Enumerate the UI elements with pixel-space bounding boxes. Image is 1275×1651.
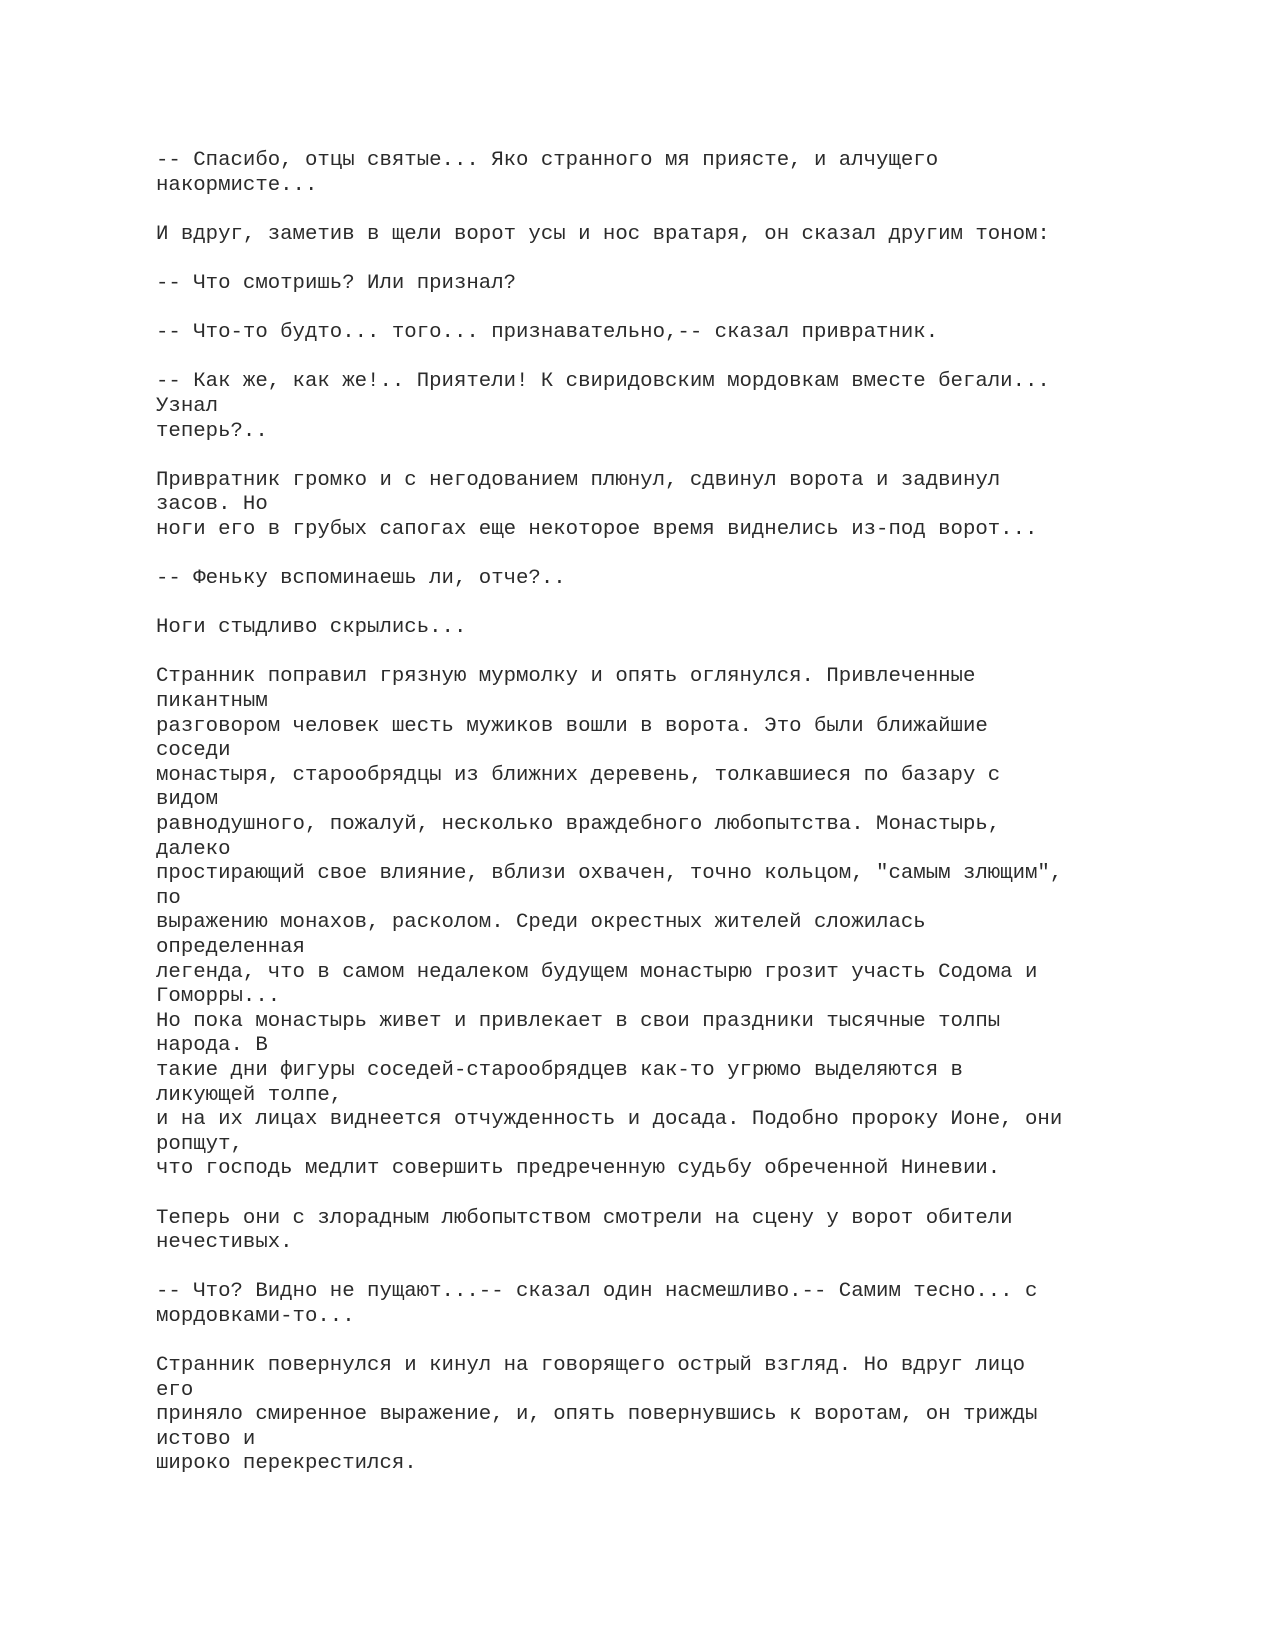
text-line: ноги его в грубых сапогах еще некоторое время виднелись из-под ворот... bbox=[156, 517, 1038, 541]
text-line: -- Спасибо, отцы святые... Яко странного мя приясте, и алчущего bbox=[156, 149, 939, 172]
text-line: соседи bbox=[156, 739, 231, 763]
paragraph bbox=[156, 272, 1256, 297]
text-line: -- Что смотришь? Или признал? bbox=[156, 271, 517, 295]
text-line: И вдруг, заметив в щели ворот усы и нос вратаря, он сказал другим тоном: bbox=[156, 222, 1050, 246]
text-line: мордовками-то... bbox=[156, 1304, 355, 1328]
text-line: приняло смиренное выражение, и, опять повернувшись к воротам, он трижды bbox=[156, 1403, 1038, 1427]
text-line: по bbox=[156, 886, 181, 910]
text-line: и на их лицах виднеется отчужденность и досада. Подобно пророку Ионе, они bbox=[156, 1108, 1063, 1132]
paragraph bbox=[156, 1207, 1256, 1256]
text-line: далеко bbox=[156, 837, 231, 861]
text-line: народа. В bbox=[156, 1034, 268, 1058]
text-line: такие дни фигуры соседей-старообрядцев как-то угрюмо выделяются в bbox=[156, 1058, 963, 1082]
text-line: Ноги стыдливо скрылись... bbox=[156, 616, 467, 640]
text-line: пикантным bbox=[156, 690, 268, 714]
text-line: Но пока монастырь живет и привлекает в свои праздники тысячные толпы bbox=[156, 1009, 1001, 1033]
paragraph bbox=[156, 1354, 1256, 1477]
text-line: Странник поправил грязную мурмолку и опять оглянулся. Привлеченные bbox=[156, 665, 976, 689]
text-line: видом bbox=[156, 788, 219, 812]
text-line: ликующей толпе, bbox=[156, 1083, 343, 1107]
text-line: теперь?.. bbox=[156, 419, 268, 443]
paragraph bbox=[156, 567, 1256, 592]
text-line: -- Что? Видно не пущают...-- сказал один насмешливо.-- Самим тесно... с bbox=[156, 1280, 1038, 1304]
document-body bbox=[156, 149, 1256, 1502]
paragraph bbox=[156, 616, 1256, 641]
text-line: широко перекрестился. bbox=[156, 1452, 417, 1476]
text-line: -- Что-то будто... того... признавательно,-- сказал привратник. bbox=[156, 321, 939, 345]
text-line: разговором человек шесть мужиков вошли в ворота. Это были ближайшие bbox=[156, 714, 988, 738]
text-line: Теперь они с злорадным любопытством смотрели на сцену у ворот обители bbox=[156, 1206, 1013, 1230]
paragraph bbox=[156, 469, 1256, 543]
text-line: засов. Но bbox=[156, 493, 268, 517]
text-line: простирающий свое влияние, вблизи охвачен, точно кольцом, "самым злющим", bbox=[156, 862, 1063, 886]
text-line: Гоморры... bbox=[156, 985, 281, 1009]
paragraph bbox=[156, 1280, 1256, 1329]
paragraph bbox=[156, 149, 1256, 198]
paragraph bbox=[156, 665, 1256, 1181]
text-line: что господь медлит совершить предреченную судьбу обреченной Ниневии. bbox=[156, 1157, 1001, 1181]
paragraph bbox=[156, 321, 1256, 346]
text-line: Узнал bbox=[156, 394, 219, 418]
text-line: выражению монахов, расколом. Среди окрестных жителей сложилась bbox=[156, 911, 926, 935]
paragraph bbox=[156, 370, 1256, 444]
text-line: -- Как же, как же!.. Приятели! К свиридовским мордовкам вместе бегали... bbox=[156, 370, 1050, 394]
text-line: легенда, что в самом недалеком будущем монастырю грозит участь Содома и bbox=[156, 960, 1038, 984]
text-line: нечестивых. bbox=[156, 1231, 293, 1255]
text-line: -- Феньку вспоминаешь ли, отче?.. bbox=[156, 567, 566, 591]
text-line: определенная bbox=[156, 936, 305, 959]
text-line: Странник повернулся и кинул на говорящего острый взгляд. Но вдруг лицо bbox=[156, 1354, 1026, 1378]
text-line: ропщут, bbox=[156, 1132, 243, 1156]
text-line: монастыря, старообрядцы из ближних деревень, толкавшиеся по базару с bbox=[156, 763, 1001, 787]
paragraph bbox=[156, 223, 1256, 248]
text-line: истово и bbox=[156, 1427, 256, 1451]
text-line: накормисте... bbox=[156, 173, 318, 197]
text-line: Привратник громко и с негодованием плюнул, сдвинул ворота и задвинул bbox=[156, 468, 1001, 492]
text-line: его bbox=[156, 1378, 194, 1402]
text-line: равнодушного, пожалуй, несколько враждебного любопытства. Монастырь, bbox=[156, 813, 1001, 837]
